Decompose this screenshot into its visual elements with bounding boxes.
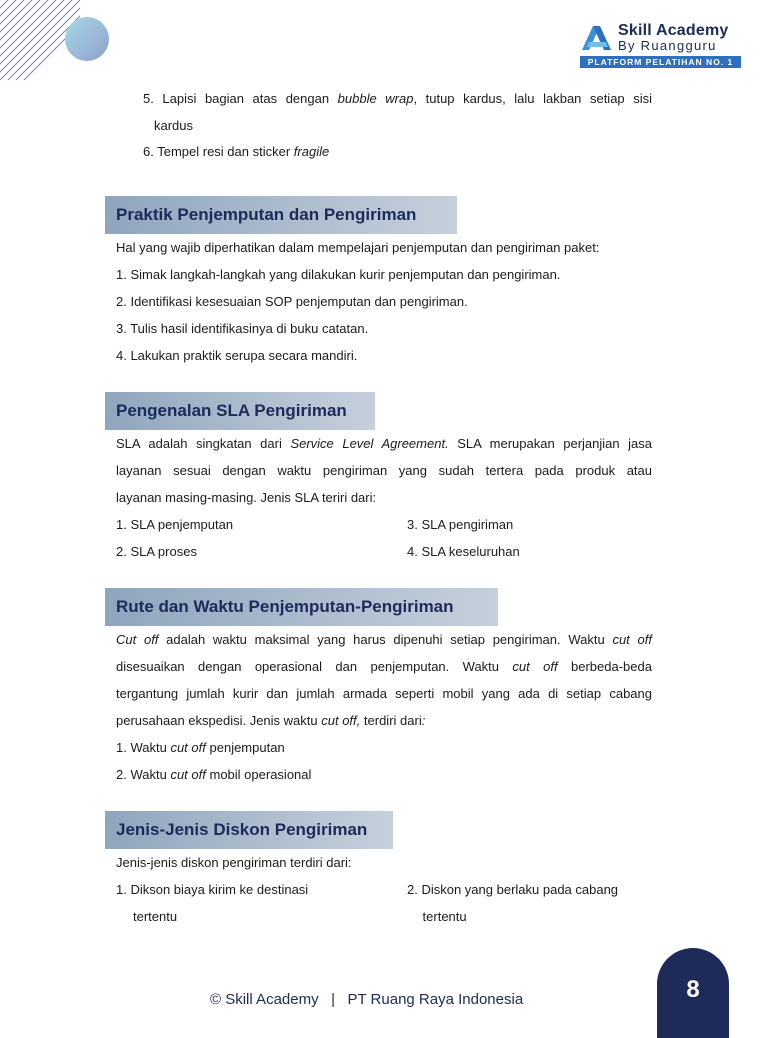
paragraph-line: SLA adalah singkatan dari Service Level Agreement. SLA merupakan perjanjian jasa [116, 436, 653, 451]
paragraph-line: tergantung jumlah kurir dan jumlah armada seperti mobil yang ada di setiap cabang [116, 686, 652, 701]
paragraph: Jenis-jenis diskon pengiriman terdiri dari: [116, 855, 352, 870]
paragraph-line: Cut off adalah waktu maksimal yang harus dipenuhi setiap pengiriman. Waktu cut off [116, 632, 652, 647]
section-title-diskon: Jenis-Jenis Diskon Pengiriman [105, 811, 393, 849]
list-item: 1. SLA penjemputan [116, 517, 234, 532]
skill-academy-logo [580, 22, 742, 68]
list-item: 1. Waktu cut off penjemputan [116, 740, 285, 755]
top-list [143, 86, 652, 166]
paragraph: Hal yang wajib diperhatikan dalam mempelajari penjemputan dan pengiriman paket: [116, 240, 600, 255]
decorative-stripes [0, 0, 120, 80]
list-item: 4. Lakukan praktik serupa secara mandiri. [116, 348, 358, 363]
section-body-diskon [116, 849, 652, 930]
section-title-praktik: Praktik Penjemputan dan Pengiriman [105, 196, 457, 234]
sla-list-row [116, 538, 652, 565]
logo-subtitle: By Ruangguru [618, 38, 717, 53]
paragraph-line: layanan masing-masing. Jenis SLA teriri dari: [116, 490, 377, 505]
list-item: 2. Identifikasi kesesuaian SOP penjemputan dan pengiriman. [116, 294, 468, 309]
list-item: 4. SLA keseluruhan [407, 544, 520, 559]
page-number: 8 [657, 948, 729, 1038]
sla-list-row [116, 511, 652, 538]
list-item: 2. Diskon yang berlaku pada cabang [407, 882, 619, 897]
section-body-praktik [116, 234, 652, 369]
paragraph-line: layanan sesuai dengan waktu pengiriman yang sudah tertera pada produk atau [116, 463, 652, 478]
paragraph-line: disesuaikan dengan operasional dan penjemputan. Waktu cut off berbeda-beda [116, 659, 652, 674]
logo-tagline: PLATFORM PELATIHAN NO. 1 [580, 56, 741, 68]
section-body-rute [116, 626, 652, 788]
section-title-rute: Rute dan Waktu Penjemputan-Pengiriman [105, 588, 498, 626]
list-item: 1. Simak langkah-langkah yang dilakukan kurir penjemputan dan pengiriman. [116, 267, 561, 282]
list-item: 6. Tempel resi dan sticker fragile [143, 144, 330, 159]
logo-title: Skill Academy [618, 22, 729, 39]
diskon-list-row [116, 903, 652, 930]
list-item-continuation: tertentu [133, 909, 178, 924]
diskon-list-row [116, 876, 652, 903]
footer-text: © Skill Academy | PT Ruang Raya Indonesia [210, 991, 524, 1008]
paragraph-line: perusahaan ekspedisi. Jenis waktu cut off, terdiri dari: [116, 713, 426, 728]
list-item: 2. SLA proses [116, 544, 197, 559]
list-item: 3. Tulis hasil identifikasinya di buku catatan. [116, 321, 369, 336]
section-title-sla: Pengenalan SLA Pengiriman [105, 392, 375, 430]
list-item: 3. SLA pengiriman [407, 517, 514, 532]
list-item: 2. Waktu cut off mobil operasional [116, 767, 312, 782]
list-item-continuation: kardus [154, 117, 194, 133]
logo-mark-icon [580, 25, 614, 51]
list-item: 5. Lapisi bagian atas dengan bubble wrap, tutup kardus, lalu lakban setiap sisi [143, 91, 652, 106]
list-item-continuation: tertentu [422, 909, 467, 924]
section-body-sla [116, 430, 652, 565]
decorative-circle [65, 17, 109, 61]
list-item: 1. Dikson biaya kirim ke destinasi [116, 882, 309, 897]
